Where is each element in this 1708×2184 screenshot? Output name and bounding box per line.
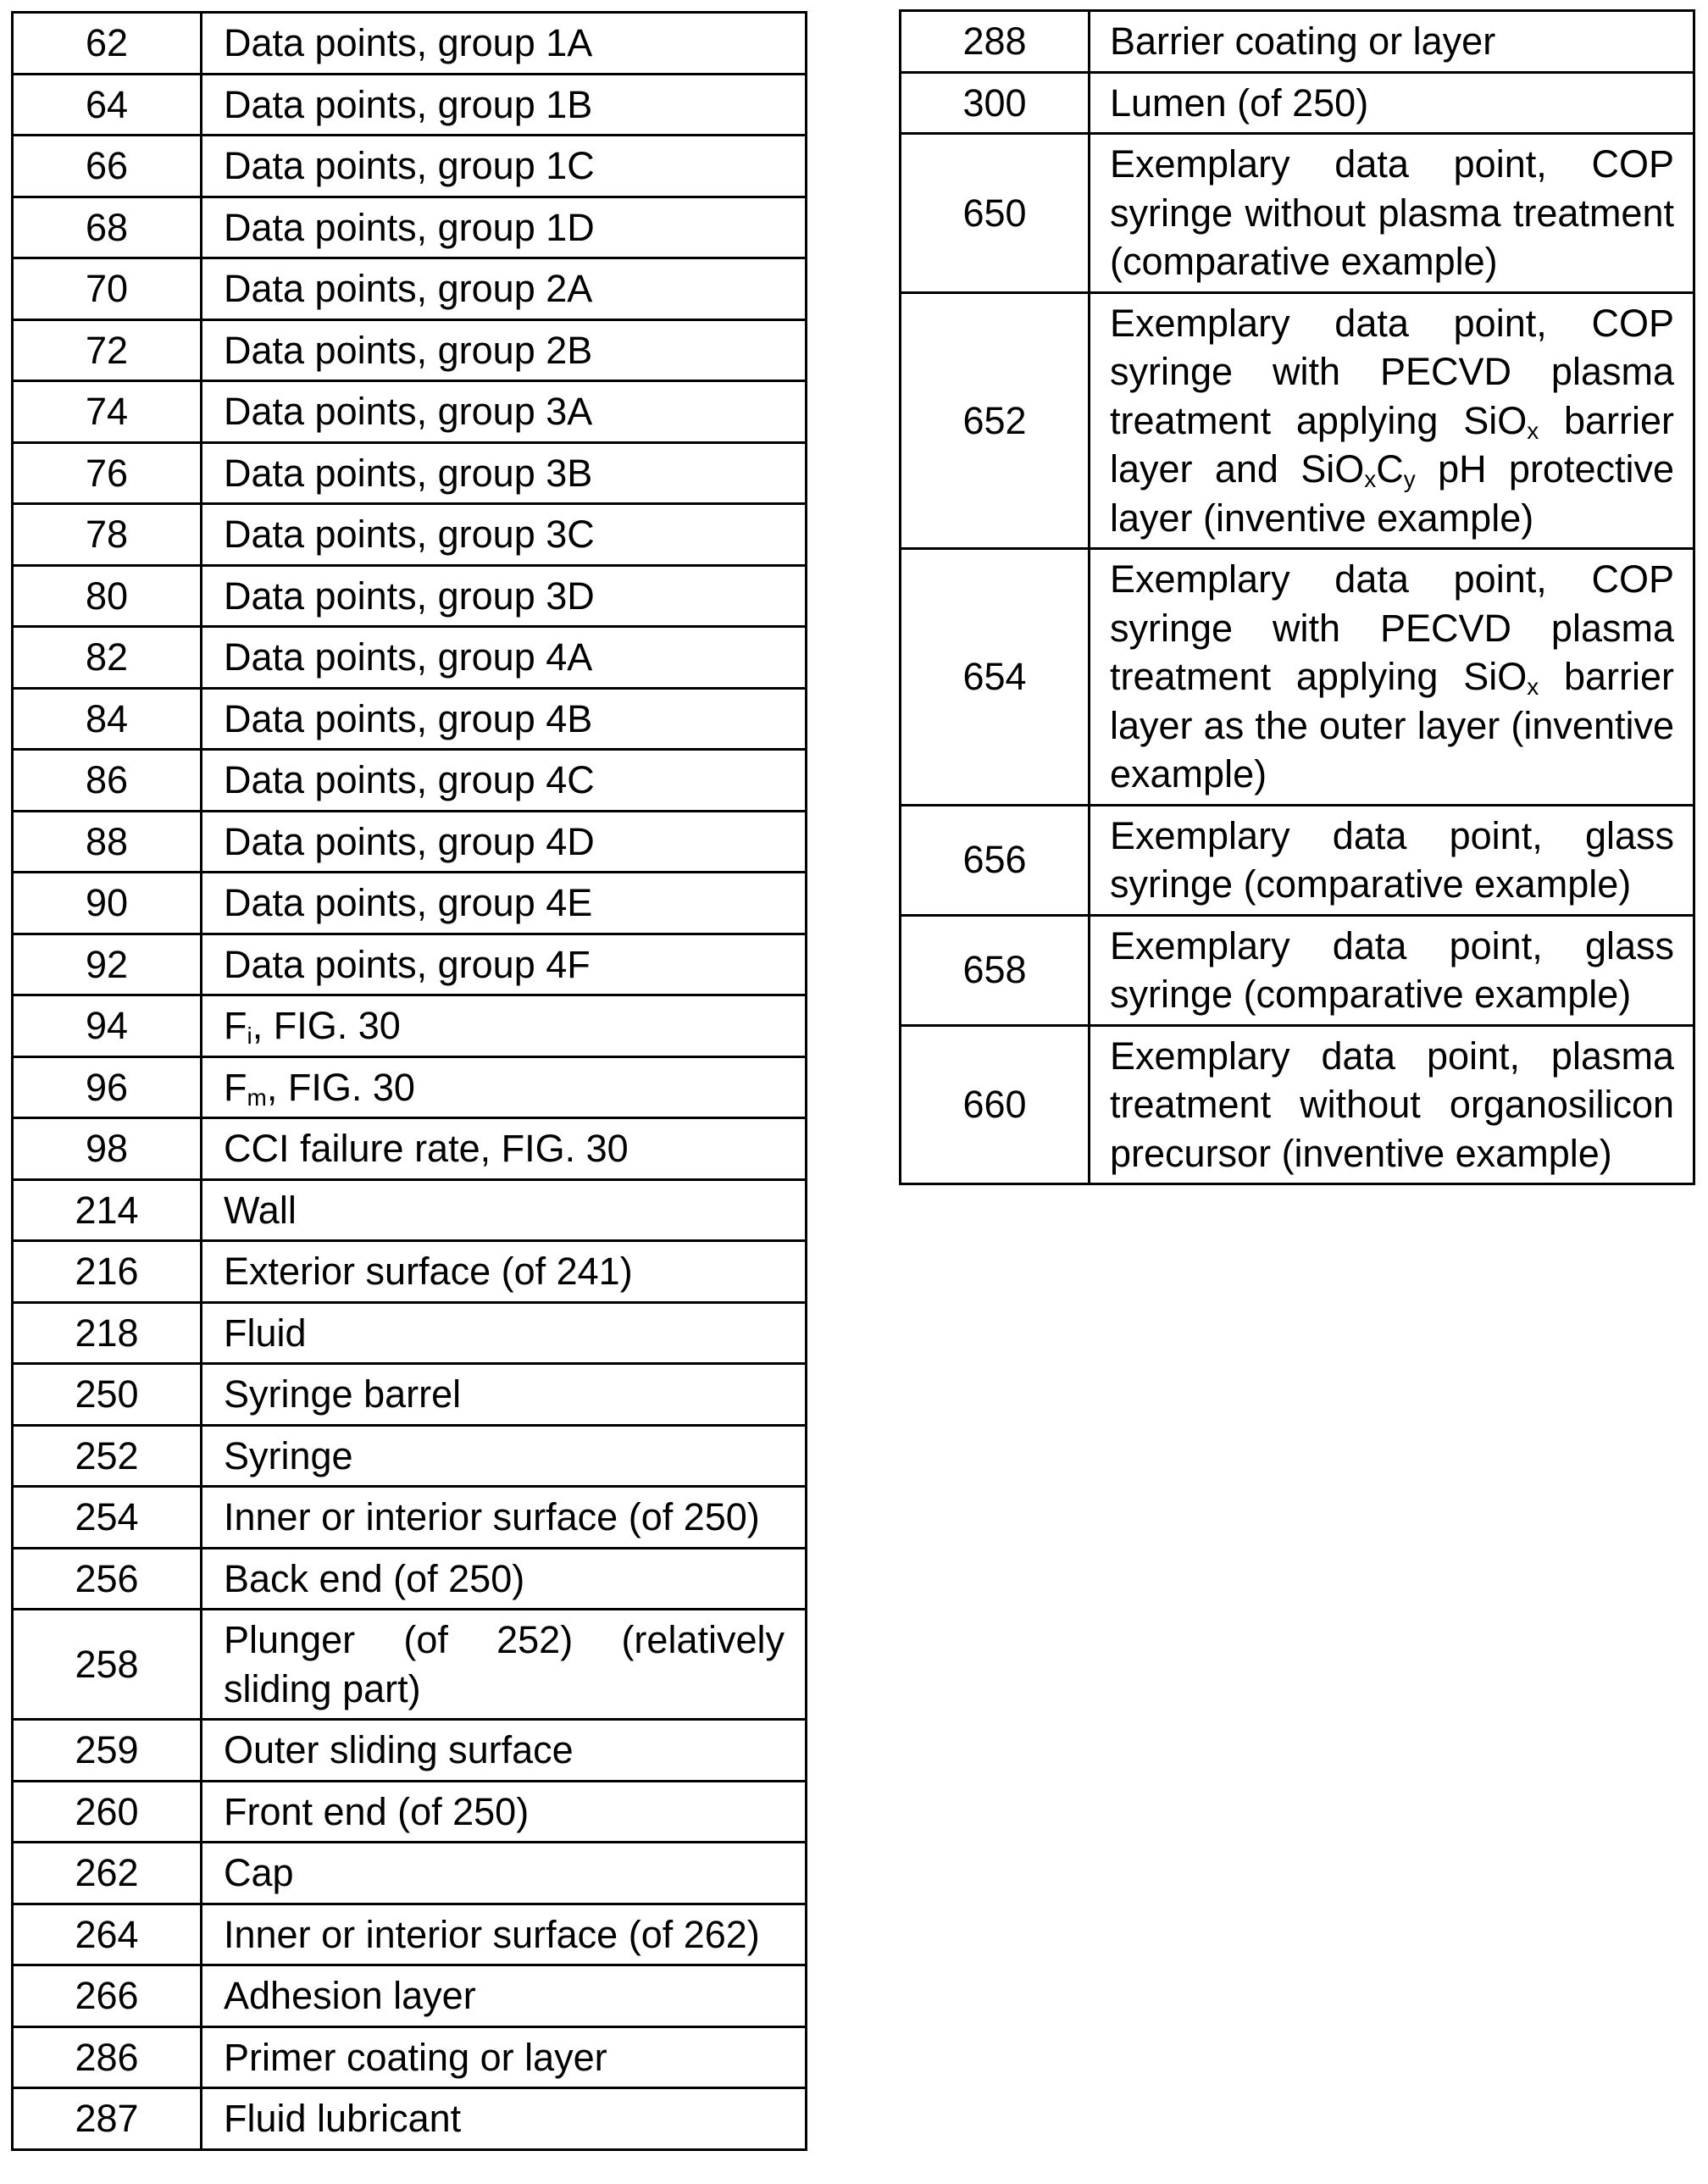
reference-description: Data points, group 1C [202, 136, 807, 197]
reference-number: 259 [13, 1720, 202, 1782]
table-row [13, 750, 807, 812]
reference-description: Primer coating or layer [202, 2026, 807, 2088]
table-row [901, 805, 1694, 915]
reference-number: 84 [13, 688, 202, 750]
table-row [13, 1302, 807, 1364]
table-row [13, 811, 807, 873]
reference-description [1090, 549, 1694, 806]
table-row [13, 2026, 807, 2088]
table-row [13, 1548, 807, 1610]
reference-table-right [899, 9, 1695, 1185]
table-row [13, 13, 807, 75]
reference-description: Data points, group 3A [202, 381, 807, 443]
table-row [13, 995, 807, 1057]
reference-description: Back end (of 250) [202, 1548, 807, 1610]
reference-number: 258 [13, 1610, 202, 1720]
reference-description [1090, 292, 1694, 549]
reference-number: 66 [13, 136, 202, 197]
reference-number: 654 [901, 549, 1090, 806]
reference-number: 252 [13, 1425, 202, 1487]
description-text: pH protective layer (inventive example) [1110, 447, 1674, 540]
reference-description: Fluid [202, 1302, 807, 1364]
subscript: x [1527, 673, 1539, 700]
description-text: F [224, 1066, 247, 1109]
reference-number: 287 [13, 2088, 202, 2150]
reference-description: Wall [202, 1179, 807, 1241]
reference-description: Exemplary data point, plasma treatment without organosilicon precursor (inventive example) [1090, 1025, 1694, 1184]
reference-description: Exemplary data point, glass syringe (comparative example) [1090, 805, 1694, 915]
table-row [13, 74, 807, 136]
description-text: Exemplary data point, COP syringe with PECVD plasma treatment applying SiO [1110, 557, 1674, 698]
table-row [13, 2088, 807, 2150]
table-row [13, 873, 807, 934]
reference-description: Barrier coating or layer [1090, 11, 1694, 73]
reference-table-left [11, 11, 807, 2151]
reference-description: Data points, group 1B [202, 74, 807, 136]
table-row [901, 134, 1694, 293]
table-row [901, 72, 1694, 134]
reference-number: 214 [13, 1179, 202, 1241]
reference-description: Lumen (of 250) [1090, 72, 1694, 134]
table-row [13, 136, 807, 197]
reference-number: 94 [13, 995, 202, 1057]
reference-number: 78 [13, 504, 202, 566]
subscript: m [247, 1084, 267, 1111]
reference-number: 262 [13, 1843, 202, 1904]
subscript: x [1527, 418, 1539, 444]
description-text: , FIG. 30 [267, 1066, 415, 1109]
subscript: i [247, 1023, 252, 1049]
reference-number: 256 [13, 1548, 202, 1610]
table-row [13, 258, 807, 320]
reference-description [202, 995, 807, 1057]
reference-description: Data points, group 3C [202, 504, 807, 566]
reference-number: 62 [13, 13, 202, 75]
table-row [13, 381, 807, 443]
reference-number: 82 [13, 627, 202, 689]
reference-description: Data points, group 3D [202, 565, 807, 627]
table-row [13, 1843, 807, 1904]
reference-number: 266 [13, 1965, 202, 2027]
table-row [13, 1965, 807, 2027]
reference-number: 96 [13, 1056, 202, 1118]
reference-description [202, 1056, 807, 1118]
reference-number: 656 [901, 805, 1090, 915]
reference-description: Data points, group 4E [202, 873, 807, 934]
table-row [13, 1118, 807, 1180]
reference-description: Data points, group 1D [202, 197, 807, 258]
table-row [13, 688, 807, 750]
reference-number: 92 [13, 934, 202, 995]
table-row [13, 1241, 807, 1303]
table-row [13, 1425, 807, 1487]
reference-number: 250 [13, 1364, 202, 1426]
reference-description: Plunger (of 252) (relatively sliding part) [202, 1610, 807, 1720]
reference-description: Exterior surface (of 241) [202, 1241, 807, 1303]
table-row [901, 1025, 1694, 1184]
table-row [13, 1610, 807, 1720]
table-row [901, 11, 1694, 73]
reference-number: 260 [13, 1781, 202, 1843]
table-row [13, 627, 807, 689]
reference-description: Data points, group 1A [202, 13, 807, 75]
table-row [901, 915, 1694, 1025]
reference-number: 264 [13, 1904, 202, 1965]
reference-description: Inner or interior surface (of 250) [202, 1487, 807, 1549]
table-row [13, 504, 807, 566]
reference-number: 652 [901, 292, 1090, 549]
table-row [13, 934, 807, 995]
reference-number: 74 [13, 381, 202, 443]
reference-description: Syringe [202, 1425, 807, 1487]
table-row [13, 1720, 807, 1782]
table-row [901, 549, 1694, 806]
reference-number: 286 [13, 2026, 202, 2088]
reference-number: 288 [901, 11, 1090, 73]
reference-number: 254 [13, 1487, 202, 1549]
reference-description: Fluid lubricant [202, 2088, 807, 2150]
table-row [13, 197, 807, 258]
reference-description: Exemplary data point, COP syringe without plasma treatment (comparative example) [1090, 134, 1694, 293]
reference-description: Adhesion layer [202, 1965, 807, 2027]
reference-description: CCI failure rate, FIG. 30 [202, 1118, 807, 1180]
table-row [13, 1904, 807, 1965]
table-row [13, 1781, 807, 1843]
table-row [13, 319, 807, 381]
reference-number: 650 [901, 134, 1090, 293]
reference-description: Data points, group 4D [202, 811, 807, 873]
table-row [13, 1487, 807, 1549]
reference-number: 658 [901, 915, 1090, 1025]
table-row [13, 1179, 807, 1241]
reference-description: Syringe barrel [202, 1364, 807, 1426]
reference-description: Inner or interior surface (of 262) [202, 1904, 807, 1965]
subscript: x [1364, 466, 1376, 492]
reference-number: 216 [13, 1241, 202, 1303]
table-row [901, 292, 1694, 549]
reference-number: 90 [13, 873, 202, 934]
reference-number: 86 [13, 750, 202, 812]
description-text: C [1376, 447, 1404, 491]
description-text: F [224, 1004, 247, 1047]
description-text: Exemplary data point, COP syringe with PECVD plasma treatment applying SiO [1110, 302, 1674, 442]
table-row [13, 565, 807, 627]
table-row [13, 442, 807, 504]
reference-description: Cap [202, 1843, 807, 1904]
reference-description: Data points, group 2B [202, 319, 807, 381]
description-text: barrier layer as the outer layer (inventive example) [1110, 655, 1674, 795]
reference-number: 660 [901, 1025, 1090, 1184]
reference-description: Exemplary data point, glass syringe (comparative example) [1090, 915, 1694, 1025]
reference-number: 76 [13, 442, 202, 504]
reference-number: 218 [13, 1302, 202, 1364]
reference-number: 70 [13, 258, 202, 320]
reference-description: Data points, group 4C [202, 750, 807, 812]
table-row [13, 1056, 807, 1118]
reference-number: 68 [13, 197, 202, 258]
reference-number: 98 [13, 1118, 202, 1180]
reference-number: 72 [13, 319, 202, 381]
description-text: barrier layer and SiO [1110, 399, 1674, 491]
reference-description: Data points, group 4F [202, 934, 807, 995]
reference-number: 64 [13, 74, 202, 136]
reference-description: Data points, group 2A [202, 258, 807, 320]
reference-description: Data points, group 4A [202, 627, 807, 689]
reference-description: Data points, group 4B [202, 688, 807, 750]
table-row [13, 1364, 807, 1426]
reference-description: Front end (of 250) [202, 1781, 807, 1843]
subscript: y [1404, 466, 1416, 492]
reference-number: 80 [13, 565, 202, 627]
reference-number: 300 [901, 72, 1090, 134]
reference-description: Outer sliding surface [202, 1720, 807, 1782]
reference-number: 88 [13, 811, 202, 873]
description-text: , FIG. 30 [252, 1004, 401, 1047]
reference-description: Data points, group 3B [202, 442, 807, 504]
